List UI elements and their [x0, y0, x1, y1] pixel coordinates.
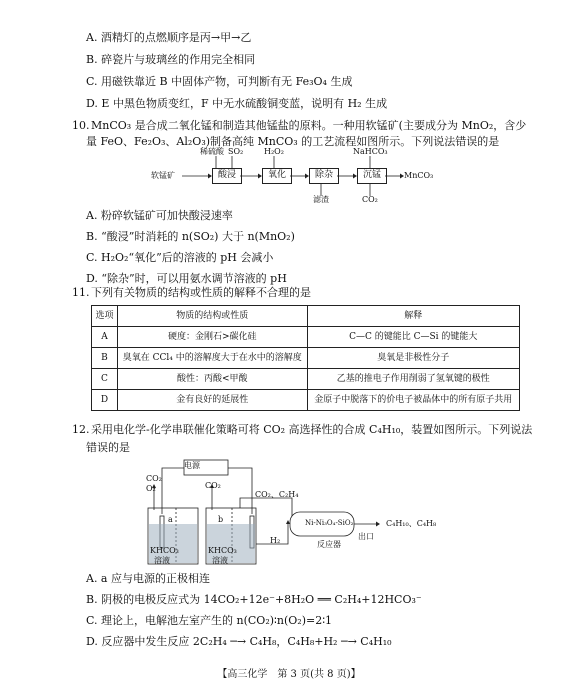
q12-stem-line1: 采用电化学-化学串联催化策略可将 CO₂ 高选择性的合成 C₄H₁₀，装置如图所示。下列说法 [91, 423, 533, 436]
table-cell: 金原子中脱落下的价电子被晶体中的所有原子共用 [307, 390, 520, 411]
q12-product-label: C₄H₁₀、C₄H₈ [386, 519, 437, 528]
q9-option-c: C. 用磁铁靠近 B 中固体产物，可判断有无 Fe₃O₄ 生成 [86, 75, 353, 88]
q9-option-d: D. E 中黑色物质变红，F 中无水硫酸铜变蓝，说明有 H₂ 生成 [86, 97, 388, 110]
q10-flow-step-purify: 除杂 [309, 168, 339, 184]
q10-stem-line1: MnCO₃ 是合成二氧化锰和制造其他锰盐的原料。一种用软锰矿(主要成分为 MnO₂，含少 [91, 119, 527, 132]
q12-gas-left-o2: O₂ [146, 484, 156, 493]
table-cell: 臭氧是非极性分子 [307, 348, 520, 369]
q10-flow-step-leach: 酸浸 [212, 168, 242, 184]
q10-output-co2: CO₂ [362, 195, 378, 204]
table-header-row [92, 306, 520, 327]
q12-apparatus-diagram [140, 458, 470, 570]
table-header-cell: 解释 [307, 306, 520, 327]
table-cell: C—C 的键能比 C—Si 的键能大 [307, 327, 520, 348]
table-cell: 酸性：丙酸<甲酸 [117, 369, 307, 390]
q12-option-b: B. 阴极的电极反应式为 14CO₂+12e⁻+8H₂O ══ C₂H₄+12HCO₃⁻ [86, 593, 422, 606]
table-header-cell: 物质的结构或性质 [117, 306, 307, 327]
q12-h2-label: H₂ [270, 536, 281, 545]
table-cell: D [92, 390, 118, 411]
q10-option-b: B. “酸浸”时消耗的 n(SO₂) 大于 n(MnO₂) [86, 230, 295, 243]
q12-sol-left-2: 溶液 [154, 556, 170, 565]
page-footer: 【高三化学 第 3 页(共 8 页)】 [217, 669, 361, 680]
q12-sol-right-2: 溶液 [212, 556, 228, 565]
q12-option-c: C. 理论上，电解池左室产生的 n(CO₂)∶n(O₂)=2∶1 [86, 614, 333, 627]
q12-outlet-label: 出口 [358, 532, 374, 541]
q10-flowchart [150, 148, 440, 208]
q9-option-b: B. 碎瓷片与玻璃丝的作用完全相同 [86, 53, 256, 66]
table-cell: 乙基的推电子作用削弱了氢氧键的极性 [307, 369, 520, 390]
q12-electrode-b: b [218, 515, 224, 524]
q10-flow-step-oxidize: 氧化 [262, 168, 292, 184]
q10-number: 10. [72, 119, 90, 132]
q10-reagent-so2: SO₂ [228, 147, 244, 156]
q12-option-a: A. a 应与电源的正极相连 [86, 572, 210, 585]
q10-flow-step-precipitate: 沉锰 [357, 168, 387, 184]
q12-stem-line2: 错误的是 [86, 441, 130, 454]
q12-option-d: D. 反应器中发生反应 2C₂H₄ ─→ C₄H₈，C₄H₈+H₂ ─→ C₄H₁₀ [86, 635, 392, 648]
q12-sol-right: KHCO₃ [208, 546, 237, 555]
q10-flow-input: 软锰矿 [151, 171, 175, 180]
table-header-cell: 选项 [92, 306, 118, 327]
table-cell: A [92, 327, 118, 348]
q12-reactor-label: 反应器 [317, 540, 341, 549]
q12-gas-left-co2: CO₂ [146, 474, 162, 483]
table-row [92, 369, 520, 390]
q12-number: 12. [72, 423, 90, 436]
table-cell: B [92, 348, 118, 369]
q12-electrode-a: a [168, 515, 173, 524]
q10-reagent-acid: 稀硫酸 [200, 147, 224, 156]
table-cell: 臭氧在 CCl₄ 中的溶解度大于在水中的溶解度 [117, 348, 307, 369]
q12-sol-left: KHCO₃ [150, 546, 179, 555]
q10-flow-output: MnCO₃ [404, 171, 434, 180]
q12-power-label: 电源 [184, 461, 200, 470]
q10-output-residue: 滤渣 [313, 195, 329, 204]
q12-gas-mid-co2: CO₂ [205, 481, 221, 490]
q10-reagent-h2o2: H₂O₂ [264, 147, 284, 156]
q10-stem-line2: 量 FeO、Fe₂O₃、Al₂O₃)制备高纯 MnCO₃ 的工艺流程如图所示。下列说法错误的是 [86, 135, 500, 148]
table-row [92, 390, 520, 411]
table-cell: 硬度：金刚石>碳化硅 [117, 327, 307, 348]
q10-option-d: D. “除杂”时，可以用氨水调节溶液的 pH [86, 272, 287, 285]
q10-option-c: C. H₂O₂“氧化”后的溶液的 pH 会减小 [86, 251, 274, 264]
q10-reagent-nahco3: NaHCO₃ [353, 147, 388, 156]
table-cell: 金有良好的延展性 [117, 390, 307, 411]
q11-number: 11. [72, 286, 90, 299]
table-row [92, 348, 520, 369]
q11-stem: 下列有关物质的结构或性质的解释不合理的是 [91, 286, 311, 299]
q11-table [91, 305, 520, 411]
q12-gas-top-label: CO₂、C₂H₄ [255, 490, 299, 499]
table-cell: C [92, 369, 118, 390]
q10-option-a: A. 粉碎软锰矿可加快酸浸速率 [86, 209, 233, 222]
q12-catalyst-label: Ni-Ni₃O₄-SiO₂ [305, 519, 354, 527]
q9-option-a: A. 酒精灯的点燃顺序是丙→甲→乙 [86, 31, 252, 44]
table-row [92, 327, 520, 348]
